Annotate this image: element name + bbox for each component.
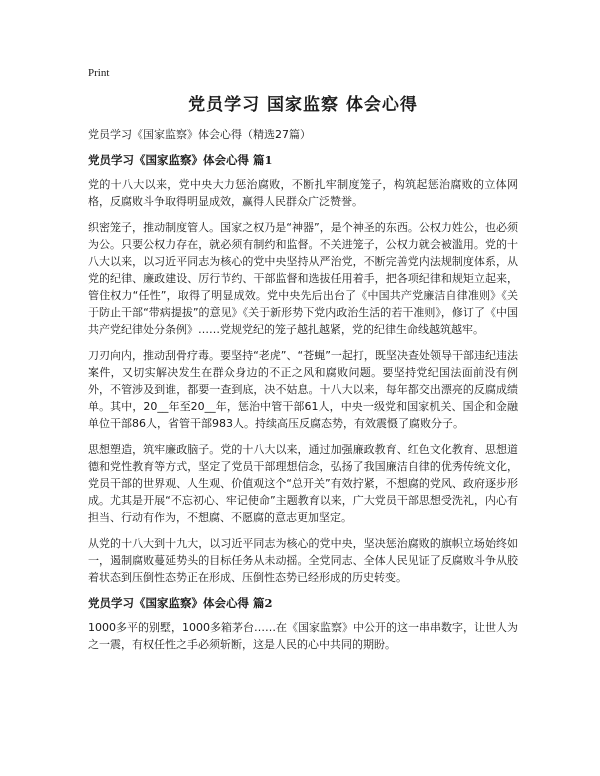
section-2 bbox=[88, 595, 518, 653]
paragraph: 党的十八大以来，党中央大力惩治腐败，不断扎牢制度笼子，构筑起惩治腐败的立体网格，反腐败斗争取得明显成效，赢得人民群众广泛赞誉。 bbox=[88, 178, 518, 208]
document-subtitle: 党员学习《国家监察》体会心得（精选27篇） bbox=[88, 128, 311, 141]
paragraph: 思想塑造，筑牢廉政脑子。党的十八大以来，通过加强廉政教育、红色文化教育、思想道德和党性教育等方式，坚定了党员干部理想信念，弘扬了我国廉洁自律的优秀传统文化，党员干部的世界观、人生观、价值观这个“总开关”有效拧紧，不想腐的党风、政府逐步形成。尤其是开展“不忘初心、牢记使命”主题教育以来，广大党员干部思想受洗礼，内心有担当、行动有作为，不想腐、不愿腐的意志更加坚定。 bbox=[88, 443, 518, 524]
paragraph: 刀刃向内，推动刮骨疗毒。要坚持“老虎”、“苍蝇”一起打，既坚决查处领导干部违纪违法案件，又切实解决发生在群众身边的不正之风和腐败问题。要坚持党纪国法面前没有例外，不管涉及到谁，都要一查到底，决不姑息。十八大以来，每年都交出漂亮的反腐成绩单。其中，20__年至20__年，惩治中管干部61人，中央一级党和国家机关、国企和金融单位干部86人，省管干部983人。持续高压反腐态势，有效震慑了腐败分子。 bbox=[88, 349, 518, 430]
paragraph: 1000多平的别墅，1000多箱茅台……在《国家监察》中公开的这一串串数字，让世人为之一震，有权任性之手必须斩断，这是人民的心中共同的期盼。 bbox=[88, 621, 518, 651]
section-1 bbox=[88, 152, 518, 586]
print-label: Print bbox=[88, 67, 110, 79]
paragraph: 从党的十八大到十九大，以习近平同志为核心的党中央，坚决惩治腐败的旗帜立场始终如一，遏制腐败蔓延势头的目标任务从未动摇。全党同志、全体人民见证了反腐败斗争从胶着状态到压倒性态势正在形成、压倒性态势已经形成的历史转变。 bbox=[88, 537, 518, 584]
paragraph: 织密笼子，推动制度管人。国家之权乃是“神器”，是个神圣的东西。公权力姓公，也必须为公。只要公权力存在，就必须有制约和监督。不关进笼子，公权力就会被滥用。党的十八大以来，以习近平同志为核心的党中央坚持从严治党，不断完善党内法规制度体系，从党的纪律、廉政建设、厉行节约、干部监督和选拔任用着手，把各项纪律和规矩立起来，管住权力“任性”，取得了明显成效。党中央先后出台了《中国共产党廉洁自律准则》《关于防止干部“带病提拔”的意见》《关于新形势下党内政治生活的若干准则》，修订了《中国共产党纪律处分条例》……党规党纪的笼子越扎越紧，党的纪律生命线越筑越牢。 bbox=[88, 221, 518, 336]
section-heading: 党员学习《国家监察》体会心得 篇1 bbox=[88, 153, 273, 167]
document-page bbox=[88, 66, 518, 662]
document-title: 党员学习 国家监察 体会心得 bbox=[188, 95, 418, 115]
section-heading: 党员学习《国家监察》体会心得 篇2 bbox=[88, 596, 273, 610]
